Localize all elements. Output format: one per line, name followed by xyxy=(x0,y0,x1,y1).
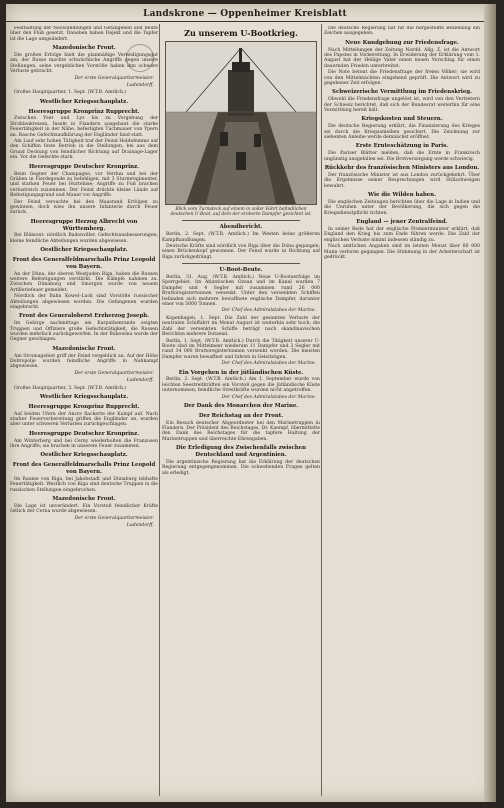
sub-heading: Heeresgruppe Kronprinz Rupprecht. xyxy=(28,108,140,115)
sub-heading: Heeresgruppe Herzog Albrecht von Württemberg. xyxy=(30,218,138,232)
section-heading: Mazedonische Front. xyxy=(52,345,116,352)
article-text: Berlin, 2. Sept. (W.T.B. Amtlich.) Im Westen keine größeren Kampfhandlungen. xyxy=(162,232,320,243)
signature-name: Ludendorff. xyxy=(126,83,154,89)
article-text: Berlin, 1. Sept. (W.T.B. Amtlich.) Durch die Tätigkeit unserer U-Boote sind im Mittelmeer wiederum 11 Dampfer und 3 Segler mit rund 34 000 Bruttoregistertonnen versenkt worden. Die meisten Dampfer waren bewaffnet und fuhren in Geleitzügen. xyxy=(162,338,320,360)
section-heading: Wie die Wilden haben. xyxy=(368,192,436,199)
section-heading: Rückkehr des französischen Ministers aus London. xyxy=(324,165,480,172)
article-text: Kopenhagen, 1. Sept. Die Zahl der gesamten Verluste der neutralen Schiffahrt im Monat August ist weiterhin sehr hoch; die Zahl der versenkten Schiffe beträgt nach skandinavischen Berichten mehrere Dutzend. xyxy=(162,315,320,338)
column-rule-1 xyxy=(159,24,160,796)
sub-heading: Front des Generaloberst Erzherzog Joseph. xyxy=(18,313,150,320)
article-text: Nach Mitteilungen der Zeitung Nordd. Allg. Z. ist die Antwort des Papstes in Vorbereitung. In Erwiderung der Erklärung vom 1. August hat der Heilige Vater einen neuen Vorschlag für einen dauernden Frieden unterbreitet. xyxy=(324,47,480,69)
submarine-deck-illustration xyxy=(166,42,316,204)
article-text: Die Pariser Blätter melden, daß die Ernte in Frankreich ungünstig ausgefallen sei. Die Brotversorgung werde schwierig. xyxy=(324,151,480,162)
section-heading: Kriegskosten und Steuern. xyxy=(361,116,443,123)
article-text: Ein Besuch deutscher Abgeordneter bei den Marinetruppen in Flandern. Der Präsident des Reichstages, Dr. Kaempf, übermittelte den Dank des Reichstages für die tapfere Haltung der Marinetruppen und überreichte Ehrengaben. xyxy=(162,420,320,442)
submarine-photo xyxy=(165,41,317,205)
masthead xyxy=(6,6,484,22)
article-text: Die großen Erfolge hielt die planmäßige Verteidigungsgut am, der Russe machte schwächliche Angriffe gegen unsere Stellungen, seine vergeblichen Vorstöße haben ihm schwere Verluste gebracht. xyxy=(10,53,158,75)
sub-heading: Front des Generalfeldmarschalls Prinz Leopold von Bayern. xyxy=(12,256,156,270)
article-text: Festhaltung der Neuwandlungen und Gefangenen und Beute über den Fluß gesetzt. Daneben haben Dejekt und die Tapfer ist die Lage umgeändert. xyxy=(10,26,158,42)
section-heading: Schweizerische Vermittlung im Friedenskrieg. xyxy=(332,89,472,96)
sub-heading: Front des Generalfeldmarschalls Prinz Leopold von Bayern. xyxy=(12,462,156,476)
article-text: Am Lauf sehr hohen Tätigkeit traf der Feind Holdefemme auf den Schiffen feste Betrieb in die Stellungen, bei aus dem Grund Deckung von feindlicher Richtung auf Drainage-Lager ein. Vor die Gefechte stark. xyxy=(10,139,158,161)
column-middle xyxy=(162,26,320,794)
signature-line: Der Chef des Admiralstabes der Marine. xyxy=(221,308,316,314)
article-text: Die deutsche Regierung erklärt, die Finanzierung des Krieges sei durch die Kriegsanleihen gesichert. Die Zeichnung zur siebenten Anleihe werde demnächst eröffnet. xyxy=(324,124,480,141)
sub-heading: Heeresgruppe Kronprinz Rupprecht. xyxy=(28,403,140,410)
section-heading: Ein Vorgehen in der jütländischen Küste. xyxy=(178,369,304,376)
section-heading: Westlicher Kriegsschauplatz. xyxy=(39,98,129,105)
article-text: Der französische Minister ist aus London zurückgekehrt. Über die Ergebnisse seiner Besprechungen wird Stillschweigen bewahrt. xyxy=(324,172,480,189)
article-text: Berlin, 31. Aug. (W.T.B. Amtlich.) Neue U-Bootserfolge im Sperrgebiet. Im Atlantischen Ozean und im Kanal wurden 7 Dampfer und 4 Segler mit zusammen rund 26 000 Bruttoregistertonnen versenkt. Unter den versenkten Schiffen befanden sich mehrere bewaffnete englische Dampfer, darunter einer von 5000 Tonnen. xyxy=(162,275,320,308)
signature-name: Ludendorff. xyxy=(126,523,154,529)
article-text: An der Düna, der oberen Westjuden Riga, haben die Russen weitere Befestigungen verstärkt. Die Kämpfe nahmen zu. Zwischen Dünaburg und Smorgon wurde von neuem Artilleriefeuer gemeldet. xyxy=(10,271,158,293)
article-text: Die deutsche Regierung hat für die hergestellte Beziehung ein Zeichen ausgegeben. xyxy=(324,26,480,37)
sub-heading: Heeresgruppe Deutscher Kronprinz. xyxy=(28,430,140,437)
article-text: Am Strumagebiet griff der Feind vergeblich an. Auf der Höhe Dobropolje wurden feindliche Angriffe in Nahkampf abgewiesen. xyxy=(10,353,158,370)
section-heading: Der Dank des Monarchen der Marine. xyxy=(183,402,299,409)
article-text: Nördlich der Bahn Kowel–Luck sind Vorstöße russischer Abteilungen abgewiesen worden. Die Gefangenen wurden eingebracht. xyxy=(10,294,158,310)
section-heading: Mazedonische Front. xyxy=(52,496,116,503)
signature-line: Der Chef des Admiralstabes der Marine. xyxy=(221,394,316,400)
article-text: Obwohl die Friedensfrage ungelöst ist, wird von den Vertretern der Schweiz berichtet, daß sich der Bundesrat weiterhin für eine Vermittlung bereit hält. xyxy=(324,97,480,114)
sub-heading: Heeresgruppe Deutscher Kronprinz. xyxy=(28,163,140,170)
signature-name: Ludendorff. xyxy=(126,378,154,384)
article-text: Die argentinische Regierung hat die Erklärung der deutschen Regierung entgegengenommen. Die schwebenden Fragen gelten als erledigt. xyxy=(162,459,320,476)
article-text: Im Gebirge nachmittags am Karpathenrande zeigten Truppen und Offiziere große Gefechtstätigkeit, die Russen wurden mehrfach zurückgeworfen. In der Bukowina wurde der Gegner geschlagen. xyxy=(10,321,158,343)
section-heading: Oestlicher Kriegsschauplatz. xyxy=(40,452,128,459)
page-spine xyxy=(484,4,496,802)
column-left xyxy=(10,26,158,794)
divider xyxy=(182,220,300,221)
section-heading: Oestlicher Kriegsschauplatz. xyxy=(40,247,128,254)
column-right xyxy=(324,26,480,794)
article-text: Beim Gegner der Champagne, vor Verdun und bei der Gräben in Fierdegonde zu befehligen, mit 3 Sturmregimenter, und starken Feuer bei Hurtebise; Angriffe zu Fuß brachen verlustreich zusammen. Der Feind drückte kleine Lände auf Befestigungsgrund und Mauer vor Angriffe. xyxy=(10,171,158,199)
newspaper-title: Landskrone — Oppenheimer Kreisblatt xyxy=(143,8,347,19)
section-heading: Abendbericht. xyxy=(219,224,263,231)
article-text: Am Winterberg und bei Cerny wiederholten die Franzosen ihre Angriffe; sie brachen in unserem Feuer zusammen. xyxy=(10,438,158,450)
article-text: Der Feind versuchte bei den Maasrand Erfolgen zu gewinnen, doch wies ihn unsere Infanterie durch Feuer zurück. xyxy=(10,199,158,216)
signature-line: Der erste Generalquartiermeister. xyxy=(74,75,154,81)
section-heading: Westlicher Kriegsschauplatz. xyxy=(39,394,129,401)
article-text: Auf beiden Ufern der Ancre flackerte der Kampf auf. Nach starker Feuervorbereitung griffen die Engländer an, wurden aber unter schweren Verlusten zurückgeschlagen. xyxy=(10,411,158,428)
article-headline: Zu unserem U-Bootkrieg. xyxy=(184,28,298,38)
article-text: Die Lage ist unverändert. Ein Vorstoß feindlicher Kräfte östlich der Cerna wurde abgewiesen. xyxy=(10,503,158,515)
section-heading: Die Erledigung des Zwischenfalls zwischen Deutschland und Argentinien. xyxy=(176,445,306,458)
dateline: Großes Hauptquartier, 3. Sept. (W.T.B. Amtlich.) xyxy=(14,385,127,391)
section-heading: Neue Kundgebung zur Friedensfrage. xyxy=(345,39,459,46)
article-text: Im Raume von Riga, bei Jakobstadt und Dünaburg lebhafte Feuertätigkeit. Westlich von Riga sind deutsche Truppen in die russischen Stellungen eingebrochen. xyxy=(10,476,158,493)
article-text: Die Note betont die Friedensfrage der freien Völker; sie wird von den Mittelmächten eingehend geprüft. Die Antwort wird zu gegebener Zeit erfolgen. xyxy=(324,70,480,87)
section-heading: Erste Ernteschätzung in Paris. xyxy=(355,143,449,150)
divider xyxy=(182,263,300,264)
article-text: Nach amtlichen Angaben sind im letzten Monat über 80 000 Mann verloren gegangen. Die Stimmung in der Arbeiterschaft ist gedrückt. xyxy=(324,244,480,260)
article-text: In seiner Rede hat der englische Premierminister erklärt, daß England den Krieg bis zum Ende führen werde. Die Zahl der englischen Verluste nimmt indessen ständig zu. xyxy=(324,226,480,243)
section-heading: U-Boot-Beute. xyxy=(219,267,263,274)
column-rule-2 xyxy=(321,24,322,796)
dateline: Großes Hauptquartier, 1. Sept. (W.T.B. Amtlich.) xyxy=(14,90,127,96)
signature-line: Der erste Generalquartiermeister. xyxy=(74,370,154,376)
newspaper-page xyxy=(6,4,496,802)
section-heading: England — jener Zentralfeind. xyxy=(356,219,448,226)
article-text: Bei Blämont: nördlich Badonviller, Gefechtsausbesserungen, kleine feindliche Abteilungen wurden abgewiesen. xyxy=(10,233,158,244)
section-heading: Mazedonische Front. xyxy=(52,45,116,52)
signature-line: Der erste Generalquartiermeister. xyxy=(74,515,154,521)
article-text: Deutsche Kräfte sind nördlich von Riga über die Düna gegangen; einen Brückenkopf gewonnen. Der Feind wurde in Richtung auf Riga zurückgedrängt. xyxy=(162,244,320,260)
sub-heading: Der Reichstag an der Front. xyxy=(198,412,284,419)
article-text: Die englischen Zeitungen berichten über die Lage in Indien und die Unruhen unter der Bevölkerung, die sich gegen die Kriegsdienstpflicht richten. xyxy=(324,199,480,216)
article-text: Berlin, 2. Sept. (W.T.B. Amtlich.) Am 1. September wurde von leichten Seestreitkräften ein Vorstoß gegen die jütländische Küste unternommen; feindliche Streitkräfte wurden nicht angetroffen. xyxy=(162,377,320,394)
article-text: Zwischen Yser und Lys bis zu Vorgebung der Strahlenkreisen, Inseln in Flandern ausgebaut die starke Feuertätigkeit in der Nähe, befestigten Tuchmauer von Ypern an. Rasche Gefechtsaufklärung der Engländer fand statt. xyxy=(10,116,158,138)
signature-line: Der Chef des Admiralstabes der Marine. xyxy=(221,361,316,367)
photo-caption: Blick vom Turmdeck auf einem in voller Fahrt befindlichen deutschen U-Boot, auf dem der eroberte Dampfer gesichtet ist. xyxy=(170,207,312,218)
